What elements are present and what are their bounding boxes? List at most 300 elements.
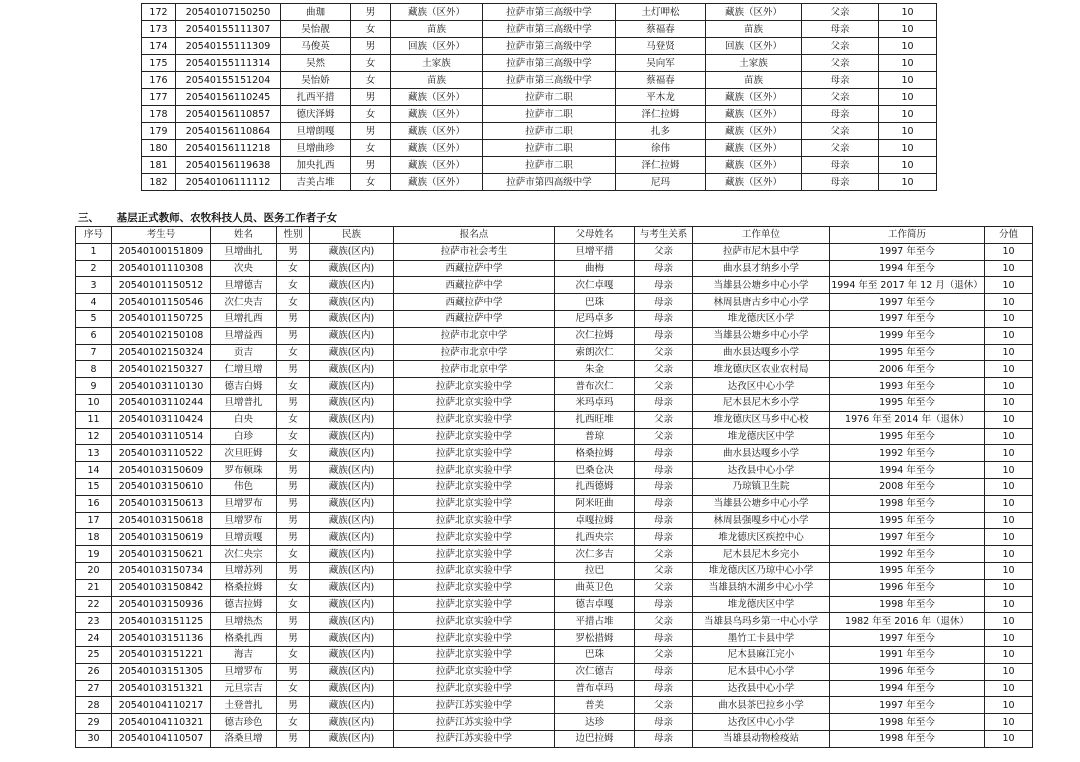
table-cell: 吴怡娇 bbox=[281, 72, 351, 89]
table-cell: 母亲 bbox=[635, 630, 693, 647]
table-row bbox=[76, 512, 1033, 529]
table-cell: 堆龙德庆区马乡中心校 bbox=[693, 411, 830, 428]
table-cell: 藏族(区内) bbox=[310, 361, 394, 378]
section-number: 三、 bbox=[78, 212, 99, 224]
table-row bbox=[142, 106, 937, 123]
table-cell: 堆龙德庆区中学 bbox=[693, 596, 830, 613]
table-header-row bbox=[76, 227, 1033, 244]
table-cell: 藏族(区内) bbox=[310, 478, 394, 495]
table-row bbox=[76, 294, 1033, 311]
table-row bbox=[76, 680, 1033, 697]
table-row bbox=[142, 21, 937, 38]
table-cell: 20540103110522 bbox=[112, 445, 211, 462]
table-cell: 藏族（区外） bbox=[706, 106, 802, 123]
table-cell: 藏族（区外） bbox=[391, 174, 483, 191]
table-cell: 父亲 bbox=[802, 55, 879, 72]
table-cell: 拉萨北京实验中学 bbox=[394, 663, 555, 680]
table-cell: 曲水县才纳乡小学 bbox=[693, 260, 830, 277]
table-cell: 20540156110864 bbox=[176, 123, 281, 140]
table-cell: 女 bbox=[277, 714, 310, 731]
table-cell: 20540101150725 bbox=[112, 310, 211, 327]
table-row bbox=[76, 462, 1033, 479]
table-cell: 藏族(区内) bbox=[310, 394, 394, 411]
table-cell: 1998 年至今 bbox=[830, 730, 985, 747]
table-cell: 旦增曲珍 bbox=[281, 140, 351, 157]
table-cell: 平木龙 bbox=[616, 89, 706, 106]
table-row bbox=[142, 4, 937, 21]
table-cell: 10 bbox=[879, 72, 937, 89]
teacher-children-table bbox=[75, 226, 1033, 748]
table-cell: 拉萨北京实验中学 bbox=[394, 646, 555, 663]
table-cell: 尼木县中心小学 bbox=[693, 663, 830, 680]
table-cell: 扎西旺堆 bbox=[555, 411, 635, 428]
table-cell: 卓嘎拉姆 bbox=[555, 512, 635, 529]
table-cell: 20540156111218 bbox=[176, 140, 281, 157]
table-cell: 10 bbox=[985, 546, 1033, 563]
table-cell: 父亲 bbox=[635, 411, 693, 428]
table-cell: 20540103150842 bbox=[112, 579, 211, 596]
table-cell: 拉萨北京实验中学 bbox=[394, 529, 555, 546]
table-cell: 拉萨市第三高级中学 bbox=[483, 38, 616, 55]
table-cell: 父亲 bbox=[635, 613, 693, 630]
table-cell: 20540101110308 bbox=[112, 260, 211, 277]
table-cell: 巴珠 bbox=[555, 646, 635, 663]
table-cell: 20540102150327 bbox=[112, 361, 211, 378]
table-cell: 尼玛卓多 bbox=[555, 310, 635, 327]
table-row bbox=[76, 411, 1033, 428]
table-cell: 堆龙德庆区农业农村局 bbox=[693, 361, 830, 378]
table-cell: 索朗次仁 bbox=[555, 344, 635, 361]
table-row bbox=[76, 613, 1033, 630]
table-cell: 20540103150621 bbox=[112, 546, 211, 563]
table-cell: 藏族(区内) bbox=[310, 344, 394, 361]
table-cell: 10 bbox=[879, 123, 937, 140]
column-header: 考生号 bbox=[112, 227, 211, 244]
table-cell: 10 bbox=[985, 646, 1033, 663]
top-student-table-body bbox=[142, 4, 937, 191]
table-cell: 苗族 bbox=[706, 21, 802, 38]
table-row bbox=[76, 579, 1033, 596]
table-cell: 拉萨市北京中学 bbox=[394, 344, 555, 361]
table-cell: 拉萨市二职 bbox=[483, 157, 616, 174]
table-row bbox=[76, 646, 1033, 663]
table-cell: 女 bbox=[351, 140, 391, 157]
table-cell: 拉萨北京实验中学 bbox=[394, 378, 555, 395]
table-cell: 10 bbox=[985, 327, 1033, 344]
table-cell: 藏族(区内) bbox=[310, 630, 394, 647]
table-cell: 贡吉 bbox=[211, 344, 277, 361]
table-cell: 墨竹工卡县中学 bbox=[693, 630, 830, 647]
table-cell: 1995 年至今 bbox=[830, 428, 985, 445]
table-row bbox=[76, 730, 1033, 747]
table-cell: 父亲 bbox=[802, 38, 879, 55]
table-cell: 海吉 bbox=[211, 646, 277, 663]
table-cell: 10 bbox=[985, 730, 1033, 747]
table-cell: 20540103110244 bbox=[112, 394, 211, 411]
table-cell: 西藏拉萨中学 bbox=[394, 294, 555, 311]
table-cell: 5 bbox=[76, 310, 112, 327]
table-cell: 徐伟 bbox=[616, 140, 706, 157]
table-cell: 回族（区外） bbox=[391, 38, 483, 55]
table-cell: 达珍 bbox=[555, 714, 635, 731]
table-cell: 藏族(区内) bbox=[310, 579, 394, 596]
table-cell: 20540103151221 bbox=[112, 646, 211, 663]
table-cell: 德吉白姆 bbox=[211, 378, 277, 395]
table-cell: 20540155111307 bbox=[176, 21, 281, 38]
table-cell: 男 bbox=[277, 630, 310, 647]
table-cell: 马俊英 bbox=[281, 38, 351, 55]
table-row bbox=[76, 663, 1033, 680]
table-cell: 拉萨市二职 bbox=[483, 89, 616, 106]
table-cell: 藏族(区内) bbox=[310, 428, 394, 445]
table-cell: 父亲 bbox=[635, 646, 693, 663]
table-cell: 12 bbox=[76, 428, 112, 445]
table-row bbox=[76, 529, 1033, 546]
table-cell: 20540103150609 bbox=[112, 462, 211, 479]
table-cell: 1992 年至今 bbox=[830, 445, 985, 462]
table-cell: 10 bbox=[985, 260, 1033, 277]
table-cell: 男 bbox=[277, 310, 310, 327]
table-cell: 藏族(区内) bbox=[310, 714, 394, 731]
table-row bbox=[142, 55, 937, 72]
table-cell: 母亲 bbox=[635, 462, 693, 479]
table-cell: 23 bbox=[76, 613, 112, 630]
table-row bbox=[76, 260, 1033, 277]
table-cell: 母亲 bbox=[635, 277, 693, 294]
table-cell: 白央 bbox=[211, 411, 277, 428]
table-cell: 藏族(区内) bbox=[310, 445, 394, 462]
table-cell: 拉巴 bbox=[555, 562, 635, 579]
table-cell: 泽仁拉姆 bbox=[616, 106, 706, 123]
table-cell: 10 bbox=[985, 663, 1033, 680]
table-cell: 林周县唐古乡中心小学 bbox=[693, 294, 830, 311]
table-cell: 藏族(区内) bbox=[310, 277, 394, 294]
section-title: 基层正式教师、农牧科技人员、医务工作者子女 bbox=[116, 212, 338, 224]
table-cell: 林周县强嘎乡中心小学 bbox=[693, 512, 830, 529]
table-cell: 1976 年至 2014 年（退休） bbox=[830, 411, 985, 428]
table-cell: 西藏拉萨中学 bbox=[394, 260, 555, 277]
column-header: 与考生关系 bbox=[635, 227, 693, 244]
table-cell: 10 bbox=[879, 140, 937, 157]
table-cell: 曲水县达嘎乡小学 bbox=[693, 344, 830, 361]
table-cell: 27 bbox=[76, 680, 112, 697]
table-cell: 藏族(区内) bbox=[310, 327, 394, 344]
table-cell: 母亲 bbox=[635, 310, 693, 327]
table-cell: 拉萨江苏实验中学 bbox=[394, 730, 555, 747]
table-cell: 男 bbox=[277, 478, 310, 495]
table-row bbox=[76, 310, 1033, 327]
table-cell: 拉萨北京实验中学 bbox=[394, 546, 555, 563]
table-cell: 巴桑仓决 bbox=[555, 462, 635, 479]
table-cell: 1991 年至今 bbox=[830, 646, 985, 663]
column-header: 工作简历 bbox=[830, 227, 985, 244]
table-cell: 吴向军 bbox=[616, 55, 706, 72]
table-cell: 178 bbox=[142, 106, 176, 123]
table-cell: 180 bbox=[142, 140, 176, 157]
table-cell: 20540103151125 bbox=[112, 613, 211, 630]
table-cell: 藏族(区内) bbox=[310, 596, 394, 613]
table-cell: 21 bbox=[76, 579, 112, 596]
table-cell: 藏族(区内) bbox=[310, 260, 394, 277]
table-cell: 1997 年至今 bbox=[830, 294, 985, 311]
table-cell: 10 bbox=[879, 38, 937, 55]
table-cell: 母亲 bbox=[635, 596, 693, 613]
table-cell: 旦增贡嘎 bbox=[211, 529, 277, 546]
table-cell: 平措占堆 bbox=[555, 613, 635, 630]
table-cell: 1995 年至今 bbox=[830, 512, 985, 529]
table-cell: 当雄县公塘乡中心小学 bbox=[693, 495, 830, 512]
table-cell: 1995 年至今 bbox=[830, 344, 985, 361]
table-cell: 仁增旦增 bbox=[211, 361, 277, 378]
top-student-table bbox=[141, 3, 937, 191]
table-cell: 父亲 bbox=[802, 89, 879, 106]
table-row bbox=[76, 277, 1033, 294]
table-cell: 男 bbox=[277, 529, 310, 546]
table-cell: 苗族 bbox=[391, 72, 483, 89]
table-cell: 175 bbox=[142, 55, 176, 72]
table-cell: 藏族（区外） bbox=[391, 89, 483, 106]
table-cell: 拉萨市第三高级中学 bbox=[483, 21, 616, 38]
table-cell: 普琼 bbox=[555, 428, 635, 445]
table-cell: 泽仁拉姆 bbox=[616, 157, 706, 174]
table-cell: 拉萨北京实验中学 bbox=[394, 411, 555, 428]
table-cell: 女 bbox=[277, 294, 310, 311]
table-cell: 当雄县公塘乡中心小学 bbox=[693, 327, 830, 344]
table-cell: 母亲 bbox=[635, 294, 693, 311]
table-row bbox=[76, 697, 1033, 714]
table-cell: 177 bbox=[142, 89, 176, 106]
table-cell: 曲梅 bbox=[555, 260, 635, 277]
table-cell: 10 bbox=[985, 478, 1033, 495]
table-cell: 次仁多吉 bbox=[555, 546, 635, 563]
table-cell: 巴珠 bbox=[555, 294, 635, 311]
table-cell: 26 bbox=[76, 663, 112, 680]
table-cell: 旦增热杰 bbox=[211, 613, 277, 630]
table-cell: 德吉卓嘎 bbox=[555, 596, 635, 613]
table-cell: 拉萨市二职 bbox=[483, 140, 616, 157]
table-cell: 旦增扎西 bbox=[211, 310, 277, 327]
table-cell: 4 bbox=[76, 294, 112, 311]
table-cell: 伟色 bbox=[211, 478, 277, 495]
table-cell: 土家族 bbox=[706, 55, 802, 72]
table-row bbox=[76, 361, 1033, 378]
table-cell: 10 bbox=[985, 697, 1033, 714]
table-cell: 20540103150610 bbox=[112, 478, 211, 495]
table-cell: 10 bbox=[985, 378, 1033, 395]
table-cell: 1995 年至今 bbox=[830, 394, 985, 411]
table-cell: 女 bbox=[277, 344, 310, 361]
table-row bbox=[76, 327, 1033, 344]
table-cell: 男 bbox=[277, 462, 310, 479]
table-cell: 藏族(区内) bbox=[310, 378, 394, 395]
table-cell: 10 bbox=[985, 394, 1033, 411]
table-cell: 15 bbox=[76, 478, 112, 495]
table-cell: 20540103151305 bbox=[112, 663, 211, 680]
table-cell: 土灯呷松 bbox=[616, 4, 706, 21]
table-cell: 1995 年至今 bbox=[830, 562, 985, 579]
table-cell: 藏族(区内) bbox=[310, 294, 394, 311]
table-cell: 1997 年至今 bbox=[830, 243, 985, 260]
table-cell: 旦增朗嘎 bbox=[281, 123, 351, 140]
table-cell: 拉萨北京实验中学 bbox=[394, 478, 555, 495]
table-cell: 男 bbox=[351, 123, 391, 140]
table-cell: 藏族（区外） bbox=[391, 123, 483, 140]
table-cell: 9 bbox=[76, 378, 112, 395]
table-cell: 当雄县公塘乡中心小学 bbox=[693, 277, 830, 294]
table-cell: 179 bbox=[142, 123, 176, 140]
table-cell: 20540104110507 bbox=[112, 730, 211, 747]
table-cell: 19 bbox=[76, 546, 112, 563]
table-cell: 20540103110424 bbox=[112, 411, 211, 428]
table-cell: 10 bbox=[985, 562, 1033, 579]
table-cell: 11 bbox=[76, 411, 112, 428]
table-cell: 10 bbox=[879, 4, 937, 21]
table-cell: 1982 年至 2016 年（退休） bbox=[830, 613, 985, 630]
table-cell: 旦增罗布 bbox=[211, 512, 277, 529]
table-cell: 拉萨北京实验中学 bbox=[394, 579, 555, 596]
table-cell: 女 bbox=[351, 55, 391, 72]
table-cell: 回族（区外） bbox=[706, 38, 802, 55]
table-cell: 藏族（区外） bbox=[706, 157, 802, 174]
table-cell: 10 bbox=[985, 714, 1033, 731]
table-cell: 拉萨江苏实验中学 bbox=[394, 714, 555, 731]
table-cell: 1993 年至今 bbox=[830, 378, 985, 395]
table-cell: 男 bbox=[351, 89, 391, 106]
table-cell: 1992 年至今 bbox=[830, 546, 985, 563]
table-cell: 藏族(区内) bbox=[310, 310, 394, 327]
table-cell: 母亲 bbox=[802, 157, 879, 174]
table-cell: 20540100151809 bbox=[112, 243, 211, 260]
table-cell: 德吉拉姆 bbox=[211, 596, 277, 613]
table-cell: 次仁卓嘎 bbox=[555, 277, 635, 294]
table-cell: 20540103150613 bbox=[112, 495, 211, 512]
table-cell: 1997 年至今 bbox=[830, 310, 985, 327]
table-cell: 藏族(区内) bbox=[310, 663, 394, 680]
table-cell: 拉萨北京实验中学 bbox=[394, 462, 555, 479]
table-cell: 当雄县纳木湖乡中心小学 bbox=[693, 579, 830, 596]
table-cell: 拉萨北京实验中学 bbox=[394, 428, 555, 445]
table-cell: 堆龙德庆区小学 bbox=[693, 310, 830, 327]
table-cell: 拉萨北京实验中学 bbox=[394, 495, 555, 512]
table-cell: 尼木县尼木乡完小 bbox=[693, 546, 830, 563]
table-cell: 男 bbox=[277, 495, 310, 512]
table-cell: 1997 年至今 bbox=[830, 697, 985, 714]
table-cell: 1994 年至今 bbox=[830, 680, 985, 697]
table-cell: 2 bbox=[76, 260, 112, 277]
table-cell: 1999 年至今 bbox=[830, 327, 985, 344]
table-cell: 拉萨北京实验中学 bbox=[394, 613, 555, 630]
table-cell: 176 bbox=[142, 72, 176, 89]
table-cell: 20540103110514 bbox=[112, 428, 211, 445]
table-cell: 旦增曲扎 bbox=[211, 243, 277, 260]
table-cell: 吉美占堆 bbox=[281, 174, 351, 191]
table-row bbox=[142, 89, 937, 106]
table-cell: 10 bbox=[985, 294, 1033, 311]
table-cell: 堆龙德庆区乃琼中心小学 bbox=[693, 562, 830, 579]
table-cell: 3 bbox=[76, 277, 112, 294]
table-cell: 16 bbox=[76, 495, 112, 512]
table-cell: 拉萨北京实验中学 bbox=[394, 394, 555, 411]
table-row bbox=[142, 140, 937, 157]
table-cell: 20540103150619 bbox=[112, 529, 211, 546]
table-cell: 藏族(区内) bbox=[310, 680, 394, 697]
table-cell: 藏族(区内) bbox=[310, 546, 394, 563]
table-cell: 10 bbox=[985, 680, 1033, 697]
table-cell: 母亲 bbox=[635, 394, 693, 411]
table-cell: 马登贤 bbox=[616, 38, 706, 55]
table-cell: 20540155111309 bbox=[176, 38, 281, 55]
table-row bbox=[76, 596, 1033, 613]
table-cell: 10 bbox=[985, 613, 1033, 630]
table-cell: 吴然 bbox=[281, 55, 351, 72]
table-cell: 男 bbox=[277, 562, 310, 579]
table-cell: 男 bbox=[277, 613, 310, 630]
table-cell: 1996 年至今 bbox=[830, 663, 985, 680]
table-cell: 20540102150108 bbox=[112, 327, 211, 344]
table-cell: 男 bbox=[277, 663, 310, 680]
table-cell: 扎西央宗 bbox=[555, 529, 635, 546]
table-cell: 男 bbox=[351, 38, 391, 55]
table-cell: 拉萨市二职 bbox=[483, 123, 616, 140]
table-cell: 10 bbox=[985, 277, 1033, 294]
table-cell: 西藏拉萨中学 bbox=[394, 310, 555, 327]
table-cell: 20540107150250 bbox=[176, 4, 281, 21]
table-cell: 尼玛 bbox=[616, 174, 706, 191]
table-cell: 拉萨市第三高级中学 bbox=[483, 55, 616, 72]
table-cell: 8 bbox=[76, 361, 112, 378]
table-row bbox=[76, 495, 1033, 512]
table-cell: 次仁央吉 bbox=[211, 294, 277, 311]
table-cell: 朱金 bbox=[555, 361, 635, 378]
table-cell: 母亲 bbox=[802, 72, 879, 89]
table-cell: 罗松措姆 bbox=[555, 630, 635, 647]
table-cell: 母亲 bbox=[802, 21, 879, 38]
table-cell: 1998 年至今 bbox=[830, 714, 985, 731]
table-cell: 藏族(区内) bbox=[310, 613, 394, 630]
table-row bbox=[142, 157, 937, 174]
table-cell: 拉萨北京实验中学 bbox=[394, 630, 555, 647]
table-row bbox=[76, 478, 1033, 495]
table-row bbox=[142, 72, 937, 89]
table-cell: 20540103150734 bbox=[112, 562, 211, 579]
table-cell: 女 bbox=[277, 260, 310, 277]
table-cell: 尼木县麻江完小 bbox=[693, 646, 830, 663]
table-cell: 20540103150936 bbox=[112, 596, 211, 613]
table-cell: 蔡福春 bbox=[616, 21, 706, 38]
table-cell: 藏族(区内) bbox=[310, 529, 394, 546]
table-cell: 藏族（区外） bbox=[391, 4, 483, 21]
table-cell: 173 bbox=[142, 21, 176, 38]
table-cell: 加央扎西 bbox=[281, 157, 351, 174]
table-cell: 10 bbox=[985, 310, 1033, 327]
table-cell: 10 bbox=[985, 243, 1033, 260]
table-cell: 曲珈 bbox=[281, 4, 351, 21]
table-cell: 拉萨市第三高级中学 bbox=[483, 4, 616, 21]
table-cell: 女 bbox=[351, 21, 391, 38]
table-row bbox=[76, 378, 1033, 395]
table-cell: 男 bbox=[277, 327, 310, 344]
table-cell: 格桑扎西 bbox=[211, 630, 277, 647]
table-cell: 10 bbox=[879, 106, 937, 123]
table-cell: 女 bbox=[351, 106, 391, 123]
table-cell: 20540155111314 bbox=[176, 55, 281, 72]
table-cell: 20540156110857 bbox=[176, 106, 281, 123]
table-cell: 2006 年至今 bbox=[830, 361, 985, 378]
table-cell: 25 bbox=[76, 646, 112, 663]
table-cell: 男 bbox=[277, 361, 310, 378]
table-cell: 藏族(区内) bbox=[310, 411, 394, 428]
table-cell: 10 bbox=[879, 157, 937, 174]
